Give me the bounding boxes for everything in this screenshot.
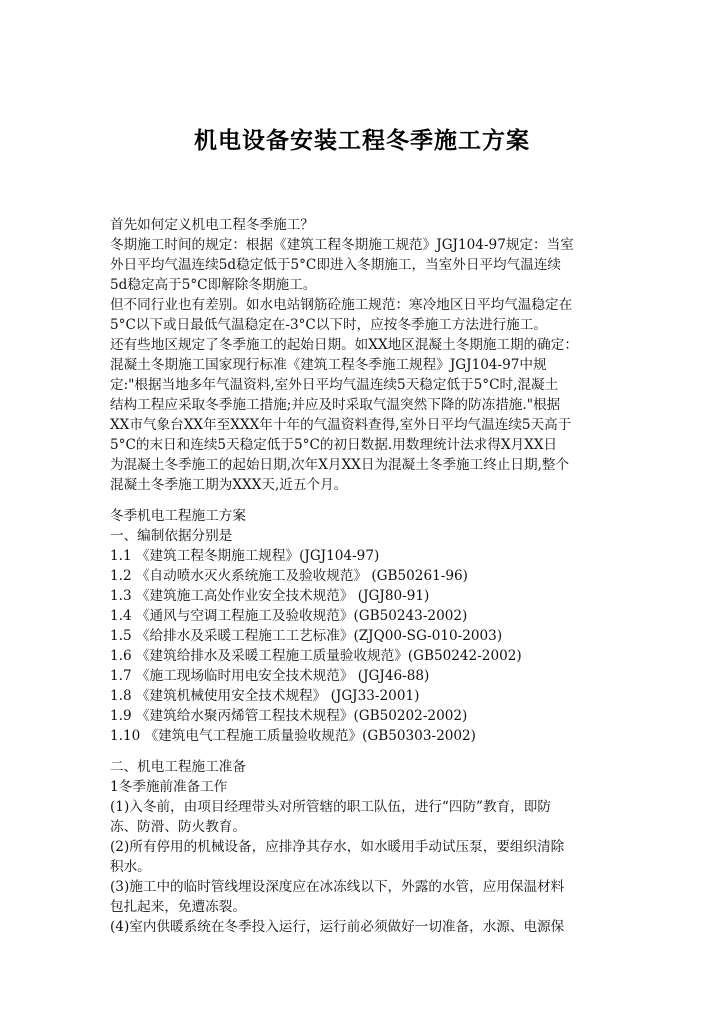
- reference-item: 1.1 《建筑工程冬期施工规程》(JGJ104-97): [110, 548, 380, 564]
- text-line: 混凝土冬季施工期为XXX天,近五个月。: [110, 477, 348, 493]
- text-line: 混凝土冬期施工国家现行标准《建筑工程冬季施工规程》JGJ104-97中规: [110, 357, 547, 373]
- document-title: 机电设备安装工程冬季施工方案: [194, 128, 530, 154]
- reference-item: 1.8 《建筑机械使用安全技术规程》 (JGJ33-2001): [110, 688, 420, 704]
- reference-item: 1.2 《自动喷水灭火系统施工及验收规范》 (GB50261-96): [110, 568, 468, 584]
- text-line: 定:"根据当地多年气温资料,室外日平均气温连续5天稳定低于5°C时,混凝土: [110, 377, 559, 393]
- text-line: 外日平均气温连续5d稳定低于5°C即进入冬期施工，当室外日平均气温连续: [110, 257, 562, 273]
- text-line: 5d稳定高于5°C即解除冬期施工。: [110, 277, 317, 293]
- text-line: (4)室内供暖系统在冬季投入运行，运行前必须做好一切准备，水源、电源保: [110, 919, 565, 935]
- reference-item: 1.5 《给排水及采暖工程施工工艺标准》(ZJQ00-SG-010-2003): [110, 628, 503, 644]
- text-line: 首先如何定义机电工程冬季施工？: [110, 217, 314, 233]
- section-heading: 冬季机电工程施工方案: [110, 508, 246, 524]
- reference-item: 1.10 《建筑电气工程施工质量验收规范》(GB50303-2002): [110, 728, 476, 744]
- text-line: 冬期施工时间的规定：根据《建筑工程冬期施工规范》JGJ104-97规定：当室: [110, 237, 574, 253]
- subsection-heading: 1冬季施前准备工作: [110, 779, 228, 795]
- text-line: XX市气象台XX年至XXX年十年的气温资料查得,室外日平均气温连续5天高于: [110, 417, 572, 433]
- text-line: (3)施工中的临时管线埋设深度应在冰冻线以下，外露的水管，应用保温材料: [110, 879, 565, 895]
- text-line: 5°C以下或日最低气温稳定在-3°C以下时，应按冬季施工方法进行施工。: [110, 317, 547, 333]
- reference-item: 1.9 《建筑给水聚丙烯管工程技术规程》(GB50202-2002): [110, 708, 468, 724]
- text-line: 为混凝土冬季施工的起始日期,次年X月XX日为混凝土冬季施工终止日期,整个: [110, 457, 570, 473]
- section-heading: 一、编制依据分别是: [110, 528, 233, 544]
- text-line: 积水。: [110, 859, 151, 875]
- reference-item: 1.7 《施工现场临时用电安全技术规范》 (JGJ46-88): [110, 668, 430, 684]
- section-heading: 二、机电工程施工准备: [110, 759, 246, 775]
- text-line: 但不同行业也有差别。如水电站钢筋砼施工规范：寒冷地区日平均气温稳定在: [110, 297, 573, 313]
- text-line: 结构工程应采取冬季施工措施;并应及时采取气温突然下降的防冻措施."根据: [110, 397, 561, 413]
- text-line: 包扎起来，免遭冻裂。: [110, 899, 246, 915]
- reference-item: 1.4 《通风与空调工程施工及验收规范》(GB50243-2002): [110, 608, 468, 624]
- text-line: (2)所有停用的机械设备，应排净其存水，如水暖用手动试压泵，要组织清除: [110, 839, 565, 855]
- text-line: (1)入冬前，由项目经理带头对所管辖的职工队伍，进行“四防”教育，即防: [110, 799, 551, 815]
- text-line: 还有些地区规定了冬季施工的起始日期。如XX地区混凝土冬期施工期的确定：: [110, 337, 578, 353]
- reference-item: 1.3 《建筑施工高处作业安全技术规范》 (JGJ80-91): [110, 588, 430, 604]
- reference-item: 1.6 《建筑给排水及采暖工程施工质量验收规范》(GB50242-2002): [110, 648, 522, 664]
- text-line: 5°C的末日和连续5天稳定低于5°C的初日数据.用数理统计法求得X月XX日: [110, 437, 558, 453]
- text-line: 冻、防滑、防火教育。: [110, 819, 246, 835]
